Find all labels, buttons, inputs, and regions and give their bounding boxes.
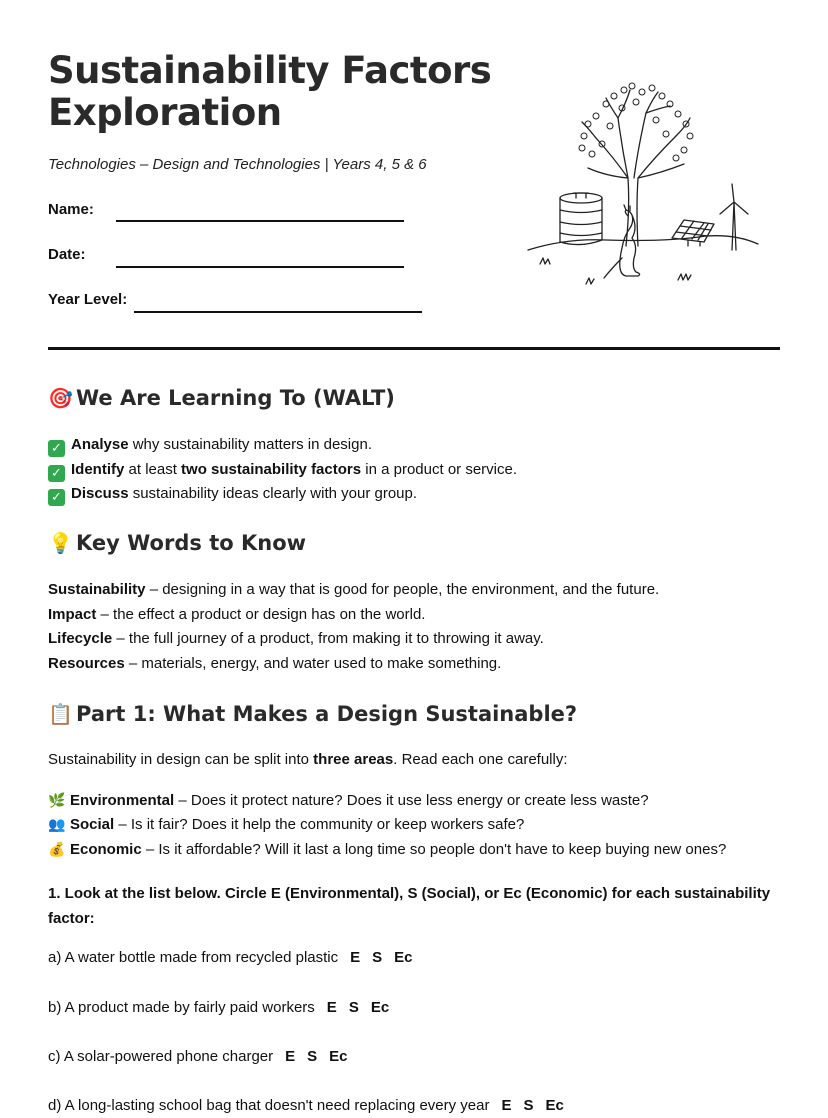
part1-intro [48, 751, 568, 768]
section-divider [48, 347, 780, 350]
walt-heading-text: We Are Learning To (WALT) [76, 386, 395, 410]
keyword-term: Lifecycle [48, 630, 113, 647]
part1-intro-emphasis: three areas [313, 751, 394, 768]
leaf-icon: 🌿 [48, 793, 66, 809]
part1-intro-text: . Read each one carefully: [393, 751, 568, 768]
option-ec[interactable]: Ec [329, 1048, 348, 1065]
option-s[interactable]: S [307, 1048, 318, 1065]
area-description: – Is it affordable? Will it last a long time so people don't have to keep buying new ones? [141, 841, 727, 858]
area-name: Social [70, 816, 115, 833]
year-level-line[interactable] [134, 311, 422, 313]
sustainability-illustration [526, 78, 762, 292]
option-ec[interactable]: Ec [370, 999, 390, 1016]
area-name: Economic [70, 841, 142, 858]
keyword-definition: – the effect a product or design has on the world. [96, 606, 426, 623]
money-bag-icon: 💰 [48, 842, 66, 858]
question-item-text: d) A long-lasting school bag that doesn't need replacing every year [48, 1097, 490, 1114]
keyword-definition: – the full journey of a product, from making it to throwing it away. [112, 630, 544, 647]
year-level-label: Year Level: [48, 291, 128, 308]
keyword-item [48, 655, 501, 672]
keyword-definition: – designing in a way that is good for people, the environment, and the future. [145, 581, 660, 598]
option-e[interactable]: E [326, 999, 337, 1016]
walt-item-text: why sustainability matters in design. [128, 436, 372, 453]
walt-heading [48, 386, 395, 410]
keyword-term: Resources [48, 655, 125, 672]
name-field [48, 201, 94, 218]
part1-intro-text: Sustainability in design can be split into [48, 751, 314, 768]
solar-panel-icon [672, 220, 714, 246]
clipboard-icon: 📋 [48, 702, 73, 726]
tree-icon [579, 83, 693, 246]
option-e[interactable]: E [350, 949, 361, 966]
area-name: Environmental [70, 792, 175, 809]
walt-item-text: sustainability ideas clearly with your group. [128, 485, 418, 502]
name-line[interactable] [116, 220, 404, 222]
question-item [48, 999, 389, 1016]
question-item [48, 1097, 564, 1114]
year-level-field [48, 291, 127, 308]
date-line[interactable] [116, 266, 404, 268]
area-social [48, 816, 524, 833]
walt-item [48, 436, 372, 457]
date-label: Date: [48, 246, 86, 263]
target-icon: 🎯 [48, 386, 73, 410]
walt-item-verb: Discuss [71, 485, 129, 502]
question-item [48, 1048, 348, 1065]
keyword-term: Sustainability [48, 581, 146, 598]
option-s[interactable]: S [372, 949, 383, 966]
question-item-text: b) A product made by fairly paid workers [48, 999, 315, 1016]
question-item [48, 949, 413, 966]
walt-item [48, 485, 417, 506]
question-item-text: c) A solar-powered phone charger [48, 1048, 274, 1065]
option-ec[interactable]: Ec [394, 949, 413, 966]
water-tank-icon [560, 193, 602, 245]
wind-turbine-icon [720, 184, 748, 250]
keyword-term: Impact [48, 606, 97, 623]
part1-heading [48, 702, 577, 726]
option-e[interactable]: E [501, 1097, 512, 1114]
lightbulb-icon: 💡 [48, 531, 73, 555]
option-e[interactable]: E [285, 1048, 296, 1065]
question-1: 1. Look at the list below. Circle E (Environmental), S (Social), or Ec (Economic) for each sustainability factor: [48, 885, 771, 927]
area-description: – Does it protect nature? Does it use less energy or create less waste? [174, 792, 649, 809]
walt-item-verb: Identify [71, 461, 125, 478]
option-s[interactable]: S [348, 999, 359, 1016]
page-title: Sustainability Factors Exploration [48, 49, 492, 134]
walt-item-verb: Analyse [71, 436, 129, 453]
keyword-item [48, 581, 659, 598]
keyword-item [48, 606, 425, 623]
area-economic [48, 841, 726, 858]
walt-item-emphasis: two sustainability factors [181, 461, 362, 478]
keywords-heading-text: Key Words to Know [76, 531, 307, 555]
option-s[interactable]: S [523, 1097, 534, 1114]
question-item-text: a) A water bottle made from recycled plastic [48, 949, 339, 966]
keyword-item [48, 630, 544, 647]
checkmark-icon: ✓ [48, 465, 65, 482]
walt-item-text: in a product or service. [361, 461, 517, 478]
checkmark-icon: ✓ [48, 440, 65, 457]
keyword-definition: – materials, energy, and water used to make something. [124, 655, 502, 672]
people-icon: 👥 [48, 817, 66, 833]
area-description: – Is it fair? Does it help the community or keep workers safe? [114, 816, 525, 833]
option-ec[interactable]: Ec [545, 1097, 564, 1114]
name-label: Name: [48, 201, 94, 218]
kangaroo-icon [604, 205, 640, 278]
checkmark-icon: ✓ [48, 489, 65, 506]
walt-item-text: at least [124, 461, 182, 478]
page-subtitle: Technologies – Design and Technologies | Years 4, 5 & 6 [48, 156, 427, 173]
keywords-heading [48, 531, 306, 555]
walt-item [48, 461, 517, 482]
part1-heading-text: Part 1: What Makes a Design Sustainable? [76, 702, 578, 726]
date-field [48, 246, 86, 263]
area-environmental [48, 792, 649, 809]
